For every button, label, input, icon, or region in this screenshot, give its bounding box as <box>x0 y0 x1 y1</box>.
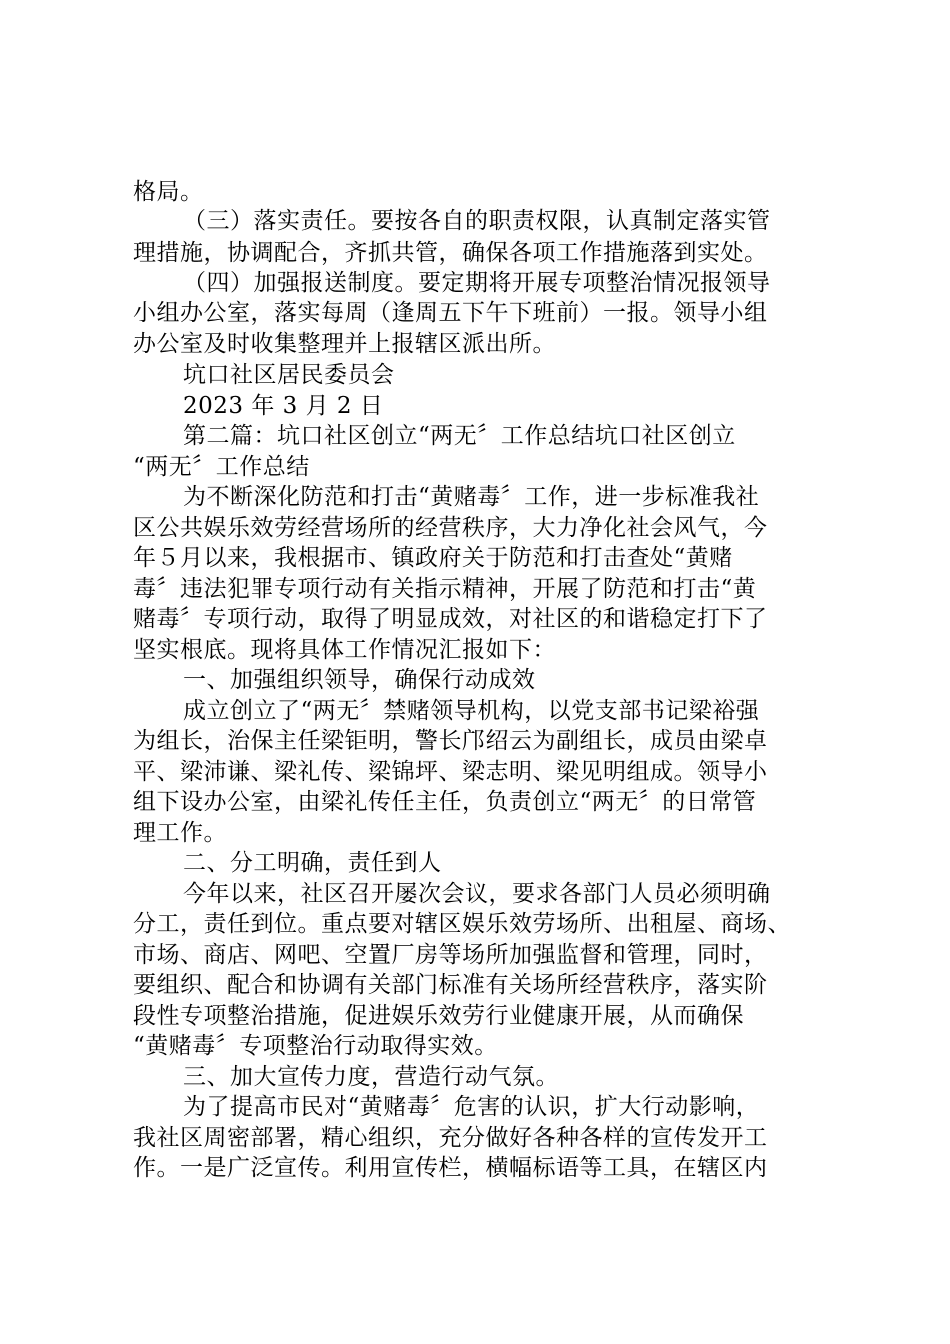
text-line: 成立创立了“两无〞禁赌领导机构，以党支部书记梁裕强 <box>183 698 760 724</box>
heading-2: 二、分工明确，责任到人 <box>183 850 442 876</box>
text-line: 为组长，治保主任梁钜明，警长邝绍云为副组长，成员由梁卓 <box>133 728 768 754</box>
text-line: 组下设办公室，由梁礼传任主任，负责创立“两无〞的日常管 <box>133 789 757 815</box>
text-line: 段性专项整治措施，促进娱乐效劳行业健康开展，从而确保 <box>133 1003 744 1029</box>
text-line: 小组办公室，落实每周（逢周五下午下班前）一报。领导小组 <box>133 300 768 326</box>
section-title: 第二篇：坑口社区创立“两无〞工作总结坑口社区创立 <box>183 423 736 449</box>
text-line: （三）落实责任。要按各自的职责权限，认真制定落实管 <box>183 208 771 234</box>
text-line: 要组织、配合和协调有关部门标准有关场所经营秩序，落实阶 <box>133 972 768 998</box>
text-line: 作。一是广泛宣传。利用宣传栏，横幅标语等工具，在辖区内 <box>133 1155 768 1181</box>
text-line: 年５月以来，我根据市、镇政府关于防范和打击查处“黄赌 <box>133 545 733 571</box>
signature-date: 2023 年 3 月 2 日 <box>183 393 384 419</box>
signature-org: 坑口社区居民委员会 <box>183 362 395 388</box>
text-line: 理措施，协调配合，齐抓共管，确保各项工作措施落到实处。 <box>133 240 768 266</box>
text-line: 毒〞违法犯罪专项行动有关指示精神，开展了防范和打击“黄 <box>133 576 757 602</box>
text-line: 坚实根底。现将具体工作情况汇报如下： <box>133 637 556 663</box>
text-line: 我社区周密部署，精心组织，充分做好各种各样的宣传发开工 <box>133 1125 768 1151</box>
text-line: “黄赌毒〞专项整治行动取得实效。 <box>133 1033 498 1059</box>
text-line: 分工，责任到位。重点要对辖区娱乐效劳场所、出租屋、商场、 <box>133 911 791 937</box>
text-line: 平、梁沛谦、梁礼传、梁锦坪、梁志明、梁见明组成。领导小 <box>133 759 768 785</box>
text-line: 格局。 <box>133 179 204 205</box>
text-line: （四）加强报送制度。要定期将开展专项整治情况报领导 <box>183 270 771 296</box>
text-line: 赌毒〞专项行动，取得了明显成效，对社区的和谐稳定打下了 <box>133 606 768 632</box>
text-line: 区公共娱乐效劳经营场所的经营秩序，大力净化社会风气，今 <box>133 515 768 541</box>
heading-1: 一、加强组织领导，确保行动成效 <box>183 667 536 693</box>
text-line: 为不断深化防范和打击“黄赌毒〞工作，进一步标准我社 <box>183 484 760 510</box>
text-line: 为了提高市民对“黄赌毒〞危害的认识，扩大行动影响， <box>183 1094 760 1120</box>
heading-3: 三、加大宣传力度，营造行动气氛。 <box>183 1064 559 1090</box>
text-line: 理工作。 <box>133 820 227 846</box>
text-line: 市场、商店、网吧、空置厂房等场所加强监督和管理，同时， <box>133 942 768 968</box>
section-title-cont: “两无〞工作总结 <box>133 454 310 480</box>
text-line: 办公室及时收集整理并上报辖区派出所。 <box>133 331 556 357</box>
text-line: 今年以来，社区召开屡次会议，要求各部门人员必须明确 <box>183 881 771 907</box>
